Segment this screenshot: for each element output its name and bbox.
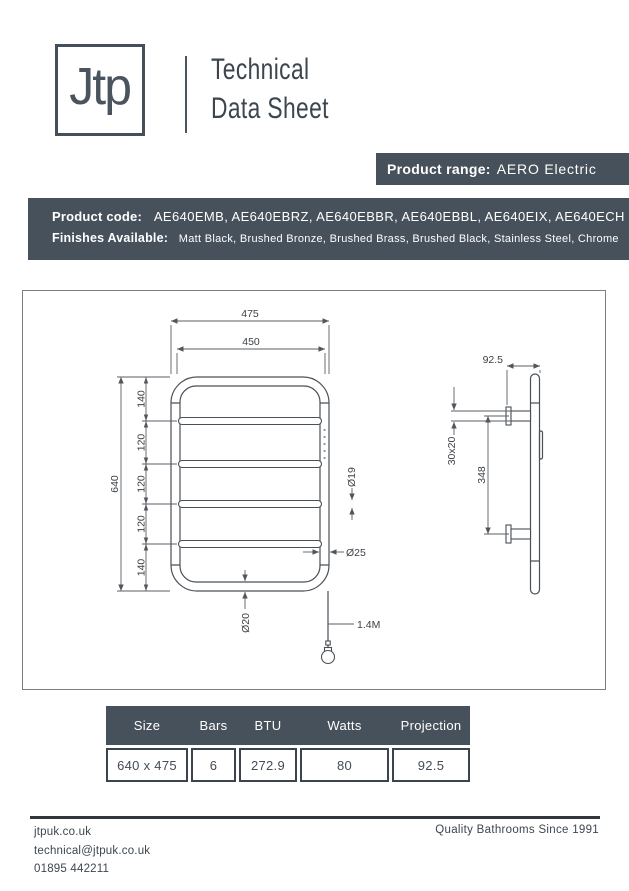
pull-plug [322, 651, 335, 664]
spec-table-row [106, 748, 470, 782]
footer-tagline: Quality Bathrooms Since 1991 [435, 824, 599, 836]
dim-segment-5: 140 [135, 558, 148, 577]
finishes-values: Matt Black, Brushed Bronze, Brushed Brass, Brushed Black, Stainless Steel, Chrome [178, 233, 619, 245]
product-range-value: AERO Electric [496, 161, 597, 177]
dim-front-height: 640 [109, 475, 121, 493]
jtp-logo [55, 44, 145, 136]
page-title-line2: Data Sheet [211, 92, 329, 125]
dim-cable-length: 1.4M [357, 619, 381, 631]
dim-projection: 92.5 [482, 354, 503, 366]
technical-drawing-frame [22, 290, 606, 690]
footer-divider [30, 816, 600, 819]
page-title-line1: Technical [211, 53, 310, 86]
page-title [211, 50, 329, 128]
product-range-bar [376, 153, 629, 185]
dim-bottom-tube-diameter: Ø20 [240, 613, 252, 633]
finishes-row [52, 231, 629, 245]
footer-phone: 01895 442211 [34, 863, 110, 875]
dim-upright-diameter: Ø25 [346, 547, 366, 559]
product-range-label: Product range: [387, 161, 491, 177]
side-view [446, 354, 543, 594]
header-divider [185, 56, 187, 133]
spec-table [106, 706, 470, 782]
towel-bars [179, 418, 322, 548]
jtp-logo-text: Jtp [69, 58, 131, 116]
dim-segment-3: 120 [135, 475, 148, 493]
finishes-label: Finishes Available: [52, 231, 169, 245]
header-size: Size [133, 718, 161, 733]
footer-email: technical@jtpuk.co.uk [34, 844, 151, 857]
footer-contact-block [34, 823, 150, 879]
dim-segment-2: 120 [135, 433, 148, 452]
dim-bar-diameter: Ø19 [346, 467, 358, 487]
product-info-banner [28, 198, 629, 260]
cell-size: 640 x 475 [106, 748, 188, 782]
header-bars: Bars [199, 718, 228, 733]
cell-watts: 80 [300, 748, 389, 782]
wall-brackets [506, 407, 531, 543]
product-code-row [52, 209, 629, 224]
header-projection: Projection [400, 718, 462, 733]
product-code-label: Product code: [52, 209, 142, 224]
dim-segment-1: 140 [135, 390, 148, 408]
dim-front-width-inner: 450 [242, 336, 260, 348]
power-cable [322, 591, 335, 664]
dim-bracket-spacing: 348 [476, 466, 488, 484]
dim-front-width-outer: 475 [241, 308, 259, 320]
dim-bracket-section: 30x20 [446, 436, 458, 466]
cell-btu: 272.9 [239, 748, 297, 782]
spec-table-header [106, 706, 470, 745]
header-btu: BTU [254, 718, 282, 733]
front-view [109, 308, 380, 664]
rail-frame [171, 377, 329, 591]
product-code-values: AE640EMB, AE640EBRZ, AE640EBBR, AE640EBBL, AE640EIX, AE640ECH [153, 209, 625, 224]
header-watts: Watts [327, 718, 362, 733]
switch-indicator-dots [324, 429, 326, 459]
cell-bars: 6 [191, 748, 236, 782]
cell-projection: 92.5 [392, 748, 470, 782]
technical-drawing [23, 291, 605, 689]
dim-segment-4: 120 [135, 515, 148, 533]
footer-website: jtpuk.co.uk [34, 826, 92, 838]
side-switch [540, 431, 543, 459]
